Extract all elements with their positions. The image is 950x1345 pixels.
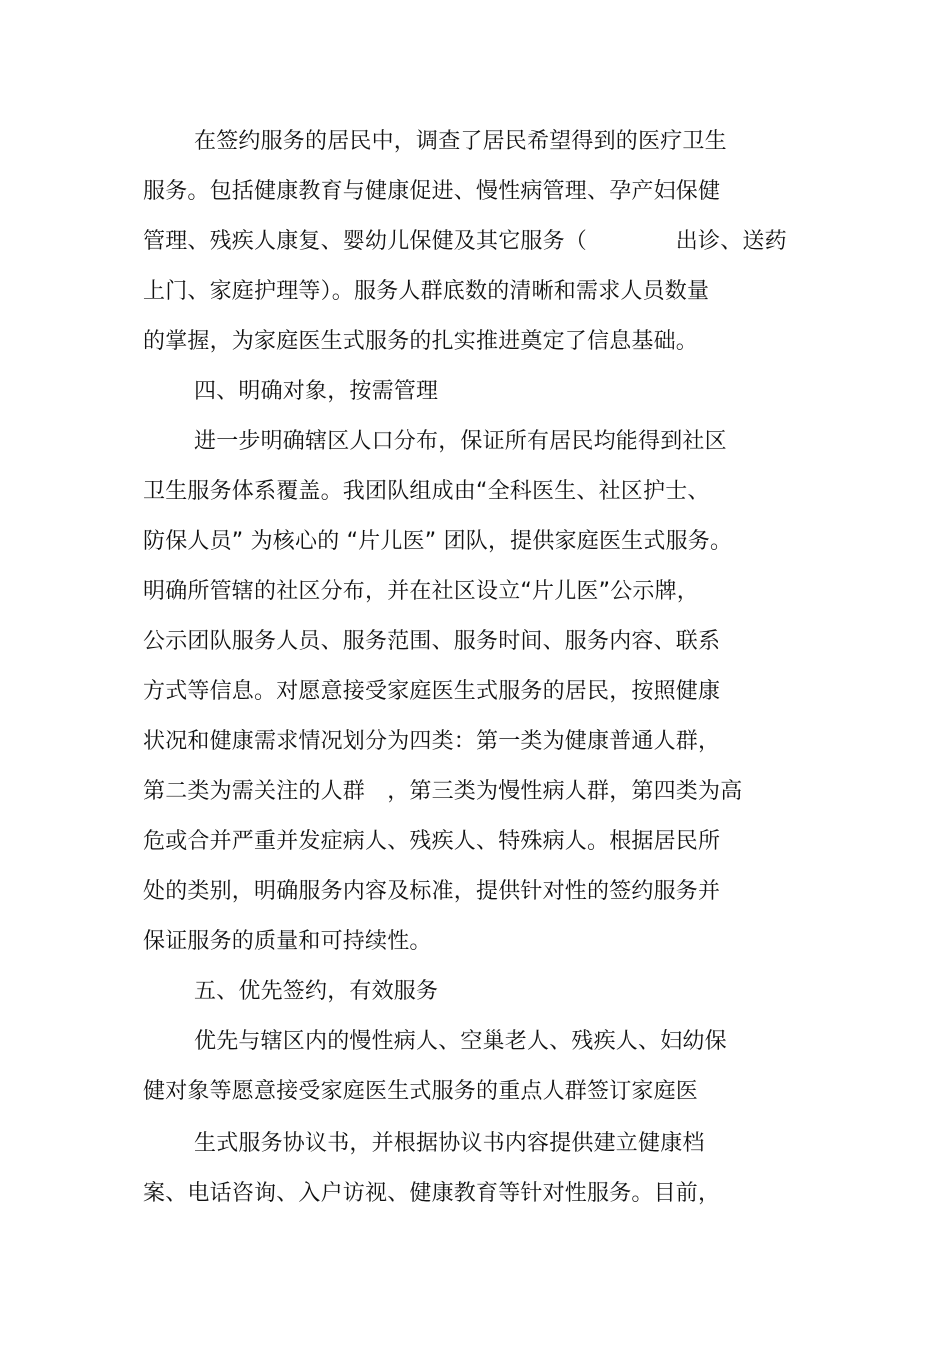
paragraph-line: 在签约服务的居民中，调查了居民希望得到的医疗卫生: [194, 129, 727, 154]
section-heading: 五、优先签约，有效服务: [194, 979, 439, 1004]
paragraph-line: 防保人员” 为核心的 “片儿医” 团队，提供家庭医生式服务。: [143, 529, 733, 554]
paragraph-line: 处的类别，明确服务内容及标准，提供针对性的签约服务并: [143, 879, 721, 904]
paragraph-line: 保证服务的质量和可持续性。: [143, 929, 432, 954]
paragraph-line: 上门、家庭护理等）。服务人群底数的清晰和需求人员数量: [143, 279, 710, 304]
paragraph-line: 卫生服务体系覆盖。我团队组成由“全科医生、社区护士、: [143, 479, 710, 504]
paragraph-line: 明确所管辖的社区分布，并在社区设立“片儿医”公示牌，: [143, 579, 699, 604]
section-heading: 四、明确对象，按需管理: [194, 379, 439, 404]
paragraph-line: 健对象等愿意接受家庭医生式服务的重点人群签订家庭医: [143, 1079, 699, 1104]
paragraph-line: 案、电话咨询、入户访视、健康教育等针对性服务。目前，: [143, 1181, 721, 1206]
paragraph-line: 进一步明确辖区人口分布，保证所有居民均能得到社区: [194, 429, 727, 454]
paragraph-line: 服务。包括健康教育与健康促进、慢性病管理、孕产妇保健: [143, 179, 721, 204]
paragraph-line: 管理、残疾人康复、婴幼儿保健及其它服务（ 出诊、送药: [143, 229, 787, 254]
paragraph-line: 第二类为需关注的人群 ，第三类为慢性病人群，第四类为高: [143, 779, 743, 804]
paragraph-line: 生式服务协议书，并根据协议书内容提供建立健康档: [194, 1131, 705, 1156]
paragraph-line: 公示团队服务人员、服务范围、服务时间、服务内容、联系: [143, 629, 721, 654]
paragraph-line: 优先与辖区内的慢性病人、空巢老人、残疾人、妇幼保: [194, 1029, 727, 1054]
paragraph-line: 的掌握，为家庭医生式服务的扎实推进奠定了信息基础。: [143, 329, 699, 354]
paragraph-line: 危或合并严重并发症病人、残疾人、特殊病人。根据居民所: [143, 829, 721, 854]
paragraph-line: 方式等信息。对愿意接受家庭医生式服务的居民，按照健康: [143, 679, 721, 704]
paragraph-line: 状况和健康需求情况划分为四类：第一类为健康普通人群，: [143, 729, 721, 754]
